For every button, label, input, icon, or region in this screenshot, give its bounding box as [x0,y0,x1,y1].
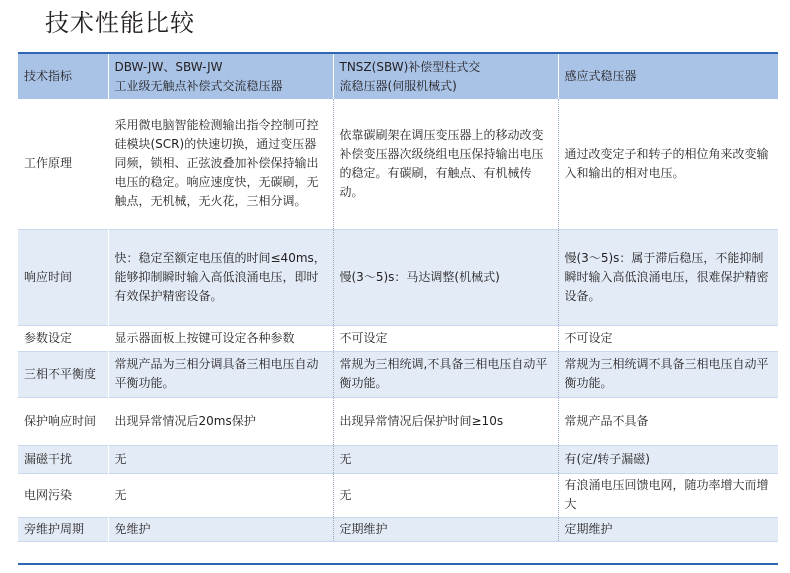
row-cell-induction: 不可设定 [564,330,613,345]
row-cell-tnsz: 依靠碳刷架在调压变压器上的移动改变补偿变压器次级绕组电压保持输出电压的稳定。有碳刷，有触点、有机械传动。 [333,99,558,229]
header-spec: 技术指标 [18,53,108,99]
table-row [18,397,778,445]
row-cell-induction: 慢(3～5)s：属于滞后稳压，不能抑制瞬时输入高低浪涌电压，很难保护精密设备。 [564,250,769,303]
page-title: 技术性能比较 [45,9,195,37]
row-cell-tnsz: 无 [333,473,558,517]
header-tnsz [333,53,558,99]
row-cell-tnsz: 无 [333,445,558,473]
row-label: 漏磁干扰 [18,445,108,473]
row-cell-dbw: 免维护 [108,517,333,541]
table-row [18,229,778,325]
table-row [18,325,778,351]
row-cell-induction: 有(定/转子漏磁) [564,451,650,466]
row-cell-dbw: 显示器面板上按键可设定各种参数 [108,325,333,351]
row-cell-induction: 通过改变定子和转子的相位角来改变输入和输出的相对电压。 [564,146,769,180]
header-dbw-line1: DBW-JW、SBW-JW [114,59,223,74]
row-cell-tnsz: 不可设定 [333,325,558,351]
row-label: 响应时间 [18,229,108,325]
header-tnsz-line1: TNSZ(SBW)补偿型柱式交 [339,59,481,74]
header-tnsz-line2: 流稳压器(伺服机械式) [339,78,457,93]
row-cell-induction: 常规产品不具备 [564,413,649,428]
row-cell-tnsz: 慢(3～5)s：马达调整(机械式) [333,229,558,325]
header-dbw [108,53,333,99]
table-row [18,517,778,541]
row-label: 保护响应时间 [18,397,108,445]
row-label: 旁维护周期 [18,517,108,541]
table-header-row [18,53,778,99]
table-row [18,351,778,397]
row-cell-tnsz: 定期维护 [333,517,558,541]
row-cell-dbw: 快：稳定至额定电压值的时间≤40ms，能够抑制瞬时输入高低浪涌电压，即时有效保护精密设备。 [108,229,333,325]
row-cell-induction: 有浪涌电压回馈电网，随功率增大而增大 [564,478,769,511]
row-cell-dbw: 采用微电脑智能检测输出指令控制可控硅模块(SCR)的快速切换，通过变压器同频，锁相、正弦波叠加补偿保持输出电压的稳定。响应速度快，无碳刷，无触点，无机械，无火花，三相分调。 [108,99,333,229]
row-cell-induction: 定期维护 [564,521,613,536]
table-bottom-rule [18,563,778,565]
comparison-table [18,52,778,542]
row-cell-dbw: 无 [108,445,333,473]
row-cell-dbw: 常规产品为三相分调具备三相电压自动平衡功能。 [108,351,333,397]
row-cell-dbw: 无 [108,473,333,517]
row-cell-tnsz: 出现异常情况后保护时间≥10s [333,397,558,445]
row-label: 工作原理 [18,99,108,229]
header-dbw-line2: 工业级无触点补偿式交流稳压器 [114,78,283,93]
row-label: 三相不平衡度 [18,351,108,397]
row-label: 电网污染 [18,473,108,517]
table-row [18,445,778,473]
row-cell-dbw: 出现异常情况后20ms保护 [108,397,333,445]
table-row [18,473,778,517]
row-cell-induction: 常规为三相统调不具备三相电压自动平衡功能。 [564,357,769,390]
row-cell-tnsz: 常规为三相统调,不具备三相电压自动平衡功能。 [333,351,558,397]
header-induction: 感应式稳压器 [564,69,637,83]
row-label: 参数设定 [18,325,108,351]
table-row [18,99,778,229]
